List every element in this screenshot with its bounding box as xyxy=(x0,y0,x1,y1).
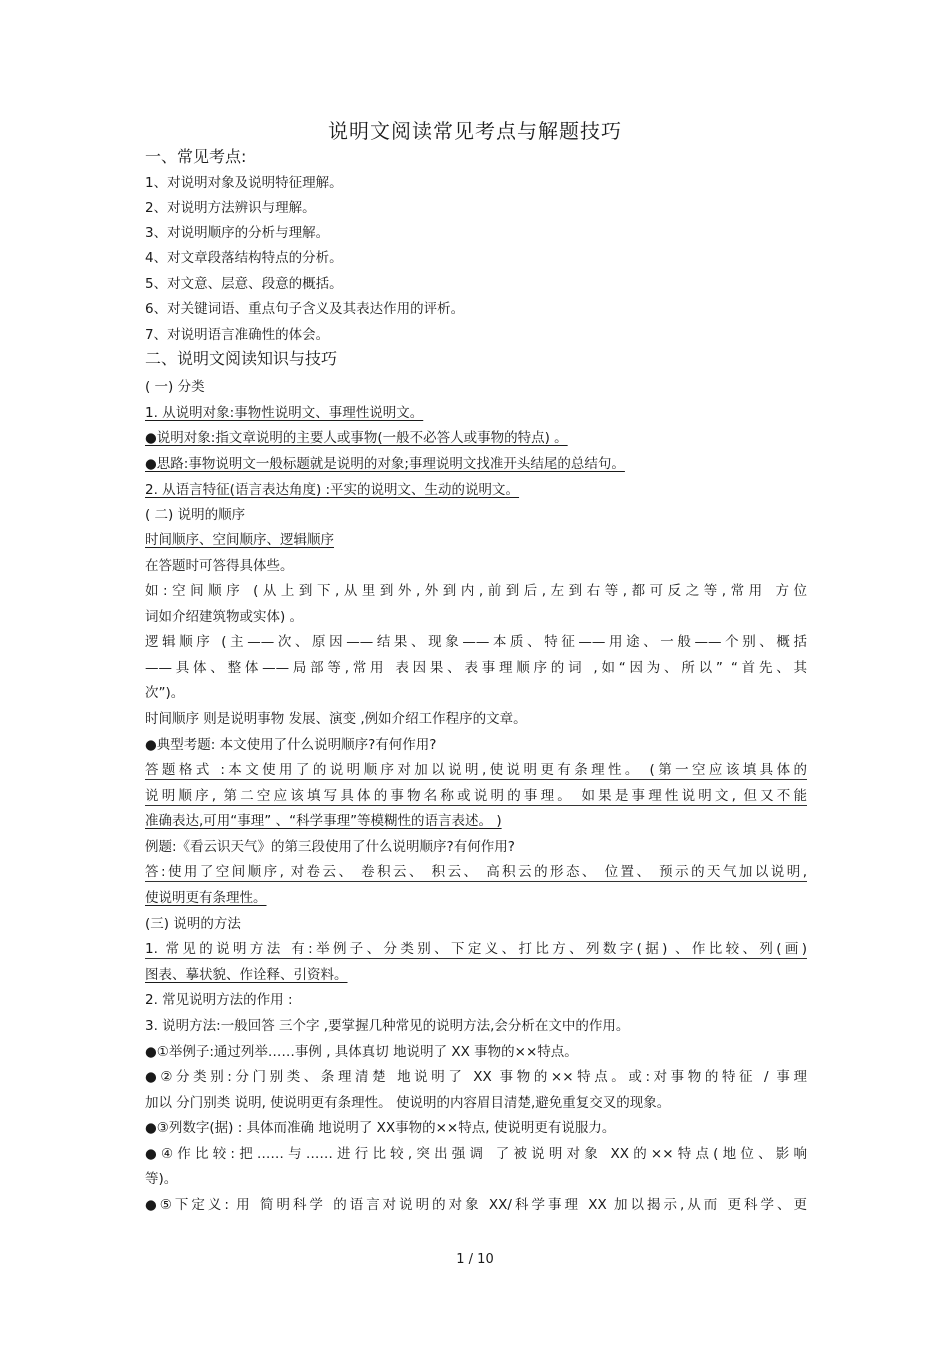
paragraph-line: ●⑤下定义: 用 简明科学 的语言对说明的对象 XX/科学事理 XX 加以揭示,从而 更科学、更 xyxy=(145,1197,807,1213)
paragraph-line: 说明顺序, 第二空应该填写具体的事物名称或说明的事理。 如果是事理性说明文, 但又不能 xyxy=(145,788,807,804)
document-title: 说明文阅读常见考点与解题技巧 xyxy=(328,119,622,143)
paragraph-line: ●典型考题: 本文使用了什么说明顺序?有何作用? xyxy=(145,737,437,753)
list-item: 7、对说明语言准确性的体会。 xyxy=(145,327,330,343)
paragraph-line: 词如介绍建筑物或实体) 。 xyxy=(145,609,304,625)
list-item: 1、对说明对象及说明特征理解。 xyxy=(145,175,343,191)
list-item: 6、对关键词语、重点句子含义及其表达作用的评析。 xyxy=(145,301,465,317)
paragraph-line: ●③列数字(据) : 具体而准确 地说明了 XX事物的××特点, 使说明更有说服力。 xyxy=(145,1120,616,1136)
page-indicator: 1 / 10 xyxy=(456,1252,494,1267)
paragraph-line: ●思路:事物说明文一般标题就是说明的对象;事理说明文找准开头结尾的总结句。 xyxy=(145,456,625,472)
paragraph-line: 时间顺序、空间顺序、逻辑顺序 xyxy=(145,532,334,548)
section-heading-2: 二、说明文阅读知识与技巧 xyxy=(145,349,338,368)
paragraph-line: 时间顺序 则是说明事物 发展、演变 ,例如介绍工作程序的文章。 xyxy=(145,711,527,727)
paragraph-line: ●②分类别:分门别类、条理清楚 地说明了 XX 事物的××特点。或:对事物的特征 / 事理 xyxy=(145,1069,807,1085)
list-item: 5、对文意、层意、段意的概括。 xyxy=(145,276,343,292)
paragraph-line: 2. 从语言特征(语言表达角度) :平实的说明文、生动的说明文。 xyxy=(145,482,520,498)
paragraph-line: 1. 从说明对象:事物性说明文、事理性说明文。 xyxy=(145,405,424,421)
paragraph-line: 逻辑顺序 (主——次、原因——结果、现象——本质、特征——用途、一般——个别、概括 xyxy=(145,634,807,650)
paragraph-line: 如:空间顺序 (从上到下,从里到外,外到内,前到后,左到右等,都可反之等,常用 方位 xyxy=(145,583,807,599)
paragraph-line: 答:使用了空间顺序, 对卷云、 卷积云、 积云、 高积云的形态、 位置、 预示的天气加以说明, xyxy=(145,864,807,880)
paragraph-line: 加以 分门别类 说明, 使说明更有条理性。 使说明的内容眉目清楚,避免重复交叉的现象。 xyxy=(145,1095,671,1111)
paragraph-line: 次”)。 xyxy=(145,685,185,701)
paragraph-line: 等)。 xyxy=(145,1171,178,1187)
paragraph-line: 3. 说明方法:一般回答 三个字 ,要掌握几种常见的说明方法,会分析在文中的作用。 xyxy=(145,1018,630,1034)
paragraph-line: 准确表达,可用“事理” 、“科学事理”等模糊性的语言表述。 ) xyxy=(145,813,502,829)
subsection-heading: ( 二) 说明的顺序 xyxy=(145,507,246,523)
list-item: 2、对说明方法辨识与理解。 xyxy=(145,200,316,216)
paragraph-line: 使说明更有条理性。 xyxy=(145,890,267,906)
paragraph-line: 例题:《看云识天气》的第三段使用了什么说明顺序?有何作用? xyxy=(145,839,515,855)
paragraph-line: 图表、摹状貌、作诠释、引资料。 xyxy=(145,967,348,983)
list-item: 3、对说明顺序的分析与理解。 xyxy=(145,225,330,241)
paragraph-line: ●说明对象:指文章说明的主要人或事物(一般不必答人或事物的特点) 。 xyxy=(145,430,568,446)
paragraph-line: 1. 常见的说明方法 有:举例子、分类别、下定义、打比方、列数字(据) 、作比较、列(画) xyxy=(145,941,807,957)
paragraph-line: ●①举例子:通过列举……事例 , 具体真切 地说明了 XX 事物的××特点。 xyxy=(145,1044,578,1060)
subsection-heading: (三) 说明的方法 xyxy=(145,916,241,932)
paragraph-line: ——具体、整体——局部等,常用 表因果、表事理顺序的词 ,如“因为、所以” “首先、其 xyxy=(145,660,807,676)
paragraph-line: 在答题时可答得具体些。 xyxy=(145,558,294,574)
paragraph-line: 答题格式 :本文使用了的说明顺序对加以说明,使说明更有条理性。 (第一空应该填具体的 xyxy=(145,762,807,778)
paragraph-line: ●④作比较:把……与……进行比较,突出强调 了被说明对象 XX的××特点(地位、影响 xyxy=(145,1146,807,1162)
subsection-heading: ( 一) 分类 xyxy=(145,379,205,395)
paragraph-line: 2. 常见说明方法的作用 : xyxy=(145,992,293,1008)
section-heading-1: 一、常见考点: xyxy=(145,147,247,166)
list-item: 4、对文章段落结构特点的分析。 xyxy=(145,250,343,266)
